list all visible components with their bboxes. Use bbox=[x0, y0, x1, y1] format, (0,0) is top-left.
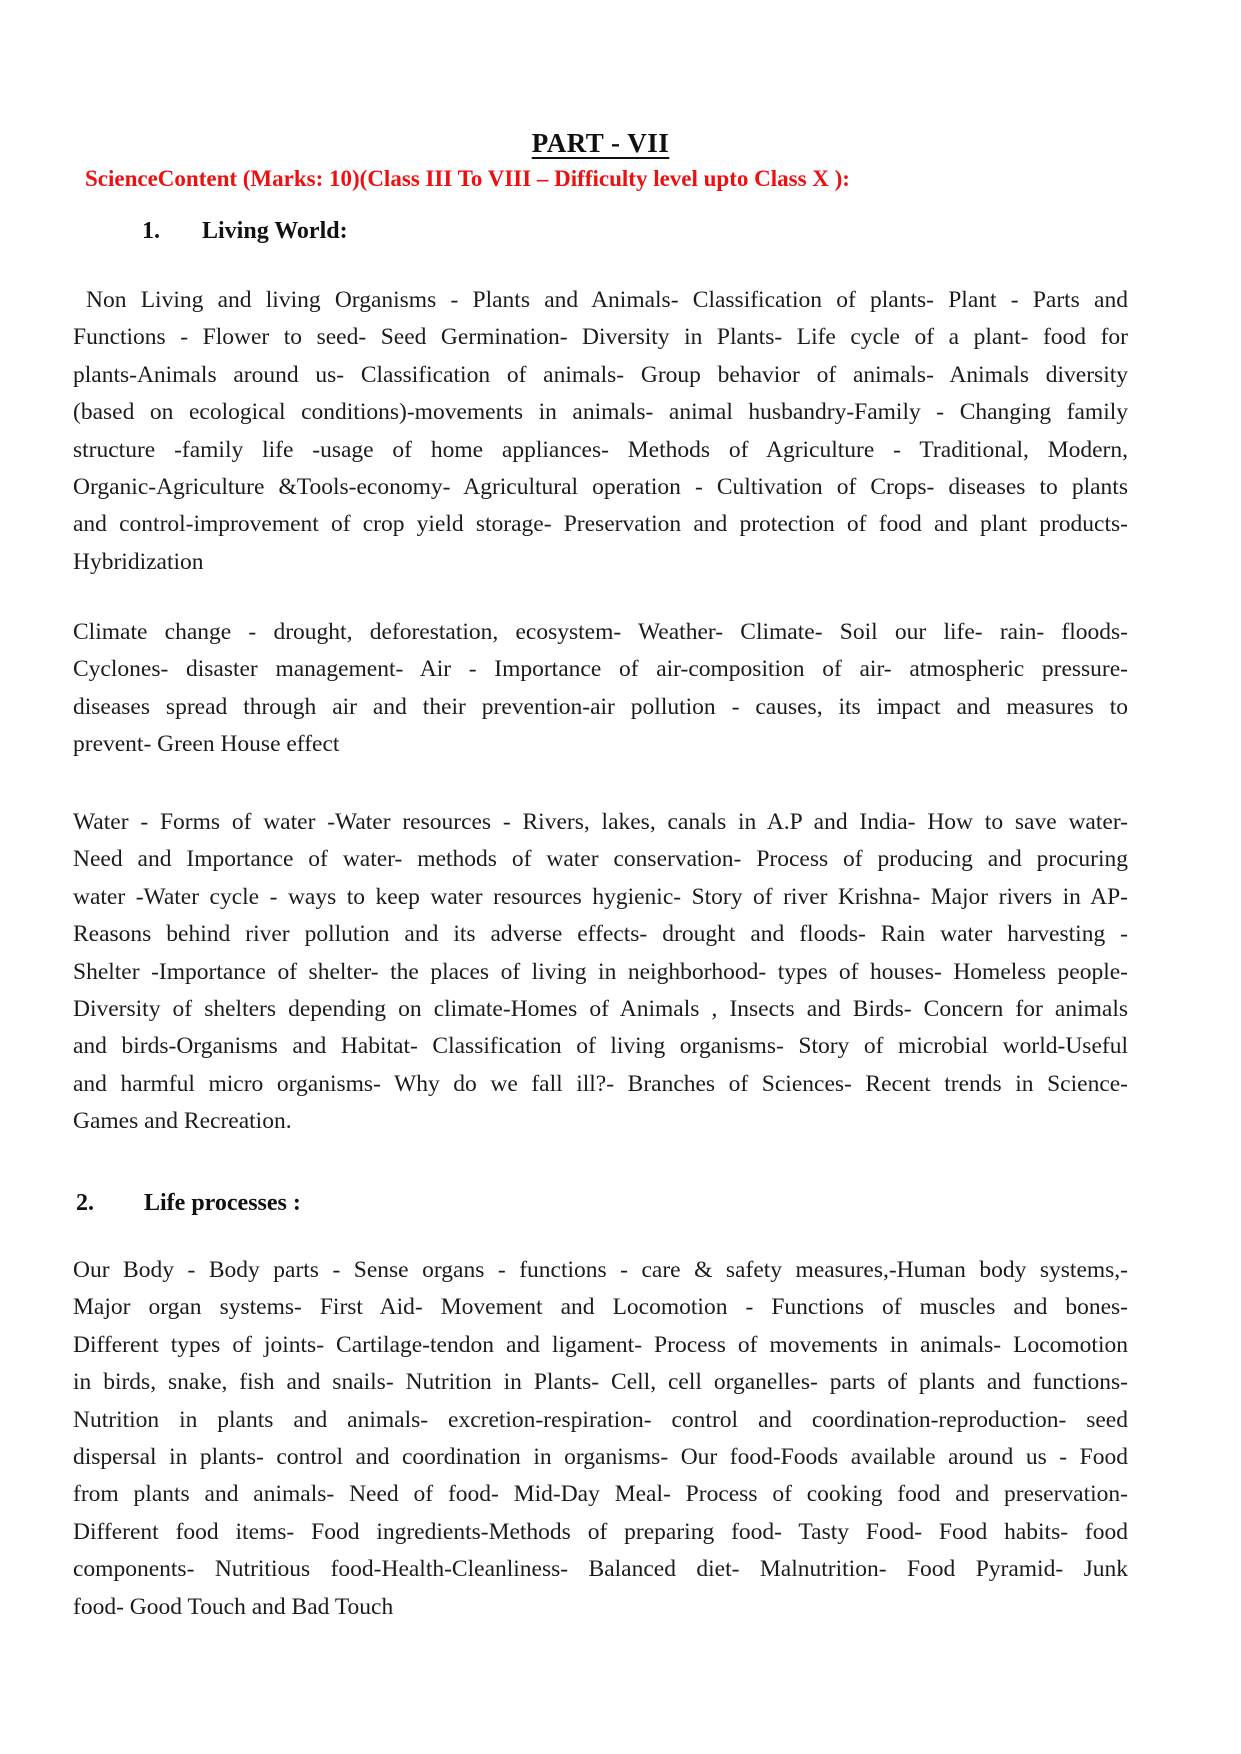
paragraph-life-processes-1 bbox=[73, 1252, 1128, 1626]
text-line: water -Water cycle - ways to keep water resources hygienic- Story of river Krishna- Major rivers in AP- bbox=[73, 883, 1128, 910]
subject-subtitle: ScienceContent (Marks: 10)(Class III To VIII – Difficulty level upto Class X ): bbox=[85, 166, 850, 191]
text-line: in birds, snake, fish and snails- Nutrition in Plants- Cell, cell organelles- parts of plants and functions- bbox=[73, 1369, 1128, 1396]
text-line: Functions - Flower to seed- Seed Germination- Diversity in Plants- Life cycle of a plant- food for bbox=[73, 324, 1128, 351]
text-line: Games and Recreation. bbox=[73, 1108, 292, 1135]
text-line: from plants and animals- Need of food- Mid-Day Meal- Process of cooking food and preservation- bbox=[73, 1481, 1128, 1508]
page-title bbox=[73, 128, 1128, 159]
text-line: Hybridization bbox=[73, 548, 204, 575]
paragraph-living-world-3 bbox=[73, 804, 1128, 1141]
text-line: prevent- Green House effect bbox=[73, 731, 340, 758]
section-number: 1. bbox=[142, 218, 160, 244]
text-line: Cyclones- disaster management- Air - Importance of air-composition of air- atmospheric pressure- bbox=[73, 656, 1128, 683]
paragraph-living-world-1 bbox=[73, 282, 1128, 581]
text-line: plants-Animals around us- Classification of animals- Group behavior of animals- Animals diversity bbox=[73, 361, 1128, 388]
text-line: (based on ecological conditions)-movements in animals- animal husbandry-Family - Changing family bbox=[73, 399, 1128, 426]
section-title: Living World: bbox=[202, 218, 348, 244]
text-line: food- Good Touch and Bad Touch bbox=[73, 1593, 394, 1620]
text-line: Our Body - Body parts - Sense organs - functions - care & safety measures,-Human body systems,- bbox=[73, 1257, 1128, 1283]
page-title-text: PART - VII bbox=[531, 128, 670, 158]
text-line: components- Nutritious food-Health-Cleanliness- Balanced diet- Malnutrition- Food Pyramid- Junk bbox=[73, 1556, 1128, 1583]
text-line: and birds-Organisms and Habitat- Classification of living organisms- Story of microbial world-Useful bbox=[73, 1033, 1128, 1060]
text-line: Nutrition in plants and animals- excretion-respiration- control and coordination-reproduction- seed bbox=[73, 1406, 1128, 1433]
text-line: Need and Importance of water- methods of water conservation- Process of producing and procuring bbox=[73, 846, 1128, 873]
text-line: Major organ systems- First Aid- Movement and Locomotion - Functions of muscles and bones- bbox=[73, 1294, 1128, 1321]
section-heading-life-processes bbox=[76, 1190, 301, 1217]
text-line: and control-improvement of crop yield storage- Preservation and protection of food and plant products- bbox=[73, 511, 1128, 538]
text-line: Different types of joints- Cartilage-tendon and ligament- Process of movements in animals- Locomotion bbox=[73, 1331, 1128, 1358]
text-line: and harmful micro organisms- Why do we fall ill?- Branches of Sciences- Recent trends in Science- bbox=[73, 1070, 1128, 1097]
text-line: Diversity of shelters depending on climate-Homes of Animals , Insects and Birds- Concern for animals bbox=[73, 996, 1128, 1023]
text-line: Non Living and living Organisms - Plants and Animals- Classification of plants- Plant - Parts and bbox=[86, 287, 1128, 313]
text-line: Organic-Agriculture &Tools-economy- Agricultural operation - Cultivation of Crops- diseases to plants bbox=[73, 474, 1128, 501]
paragraph-living-world-2 bbox=[73, 614, 1128, 764]
section-heading-living-world bbox=[142, 218, 348, 245]
text-line: diseases spread through air and their prevention-air pollution - causes, its impact and measures to bbox=[73, 693, 1128, 720]
section-number: 2. bbox=[76, 1190, 94, 1216]
text-line: Water - Forms of water -Water resources - Rivers, lakes, canals in A.P and India- How to save water- bbox=[73, 809, 1128, 835]
text-line: Climate change - drought, deforestation, ecosystem- Weather- Climate- Soil our life- rain- floods- bbox=[73, 619, 1128, 645]
text-line: Reasons behind river pollution and its adverse effects- drought and floods- Rain water harvesting - bbox=[73, 921, 1128, 948]
text-line: structure -family life -usage of home appliances- Methods of Agriculture - Traditional, Modern, bbox=[73, 436, 1128, 463]
text-line: Shelter -Importance of shelter- the places of living in neighborhood- types of houses- Homeless people- bbox=[73, 958, 1128, 985]
text-line: Different food items- Food ingredients-Methods of preparing food- Tasty Food- Food habits- food bbox=[73, 1518, 1128, 1545]
section-title: Life processes : bbox=[144, 1190, 301, 1216]
text-line: dispersal in plants- control and coordination in organisms- Our food-Foods available around us - Food bbox=[73, 1444, 1128, 1471]
